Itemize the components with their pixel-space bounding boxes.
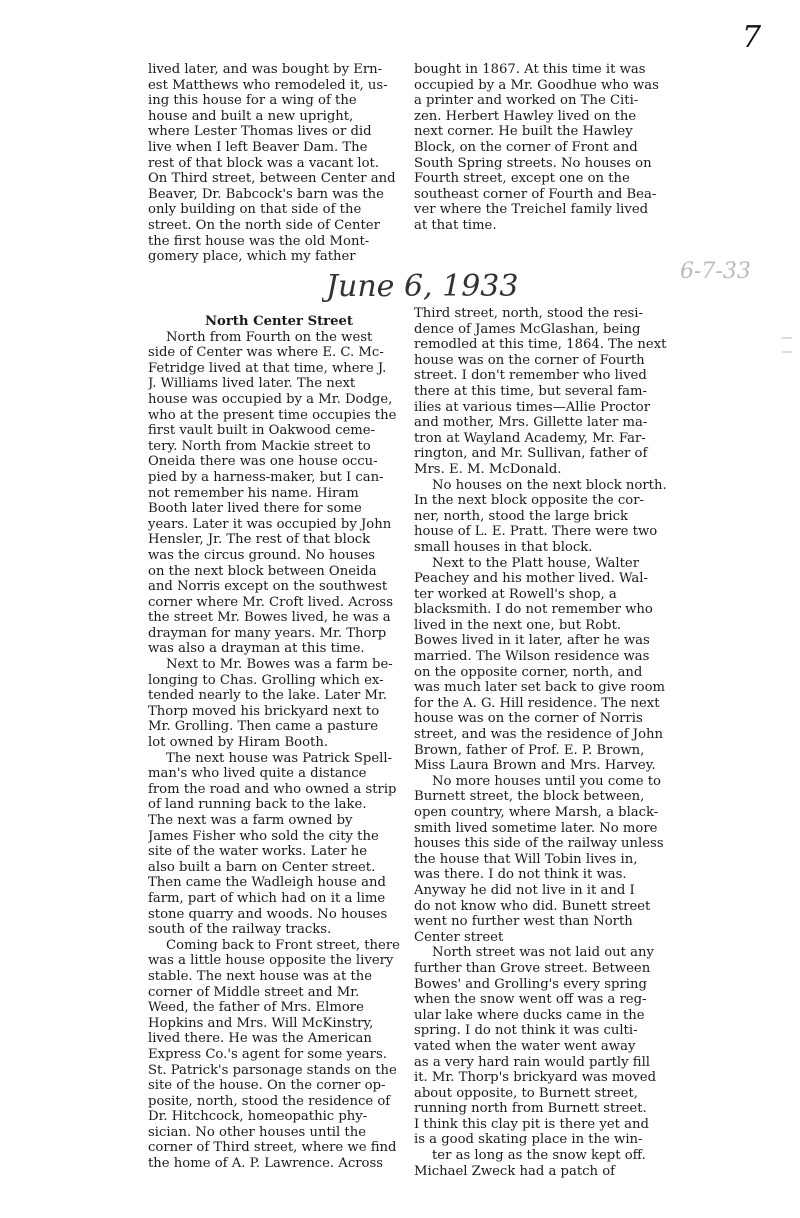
handwritten-date: [322, 262, 522, 308]
text-line: Mr. Grolling. Then came a pasture: [148, 719, 379, 735]
text-line: lived there. He was the American: [148, 1031, 372, 1047]
text-line: Beaver, Dr. Babcock's barn was the: [148, 186, 384, 202]
text-line: J. Williams lived later. The next: [148, 376, 356, 392]
text-line: who at the present time occupies the: [148, 407, 397, 423]
text-line: Brown, father of Prof. E. P. Brown,: [414, 742, 645, 758]
text-line: house was occupied by a Mr. Dodge,: [148, 391, 393, 407]
text-line: tery. North from Mackie street to: [148, 438, 371, 454]
text-line: Center street: [414, 929, 504, 945]
text-line: Miss Laura Brown and Mrs. Harvey.: [414, 758, 656, 774]
text-line: of land running back to the lake.: [148, 797, 367, 813]
text-line: the first house was the old Mont-: [148, 233, 370, 249]
text-line: North from Fourth on the west: [166, 329, 373, 345]
text-line: gomery place, which my father: [148, 249, 356, 265]
text-line: do not know who did. Bunett street: [414, 898, 651, 914]
text-line: first vault built in Oakwood ceme-: [148, 423, 376, 439]
text-line: site of the house. On the corner op-: [148, 1078, 386, 1094]
text-line: The next was a farm owned by: [148, 813, 353, 828]
text-line: Dr. Hitchcock, homeopathic phy-: [148, 1109, 368, 1125]
column-bottom-right: [414, 306, 676, 1179]
text-line: On Third street, between Center and: [148, 171, 396, 187]
text-line: when the snow went off was a reg-: [414, 992, 647, 1008]
text-line: a printer and worked on The Citi-: [414, 93, 639, 109]
text-line: bought in 1867. At this time it was: [414, 62, 646, 77]
text-line: South Spring streets. No houses on: [414, 155, 652, 171]
text-line: from the road and who owned a strip: [148, 781, 397, 797]
text-line: dence of James McGlashan, being: [414, 321, 641, 337]
text-line: I think this clay pit is there yet and: [414, 1116, 649, 1132]
text-line: open country, where Marsh, a black-: [414, 805, 659, 820]
text-line: Booth later lived there for some: [148, 501, 362, 517]
text-line: ter as long as the snow kept off.: [432, 1148, 646, 1164]
page-number: 7: [742, 20, 762, 55]
text-line: not remember his name. Hiram: [148, 485, 359, 501]
text-line: Then came the Wadleigh house and: [148, 875, 386, 891]
text-line: also built a barn on Center street.: [148, 859, 376, 875]
text-line: zen. Herbert Hawley lived on the: [414, 108, 637, 124]
text-line: lived in the next one, but Robt.: [414, 617, 622, 633]
text-line: street, and was the residence of John: [414, 727, 663, 743]
text-line: Burnett street, the block between,: [414, 789, 645, 805]
text-line: St. Patrick's parsonage stands on the: [148, 1062, 397, 1078]
text-line: was also a drayman at this time.: [148, 641, 365, 657]
text-line: house was on the corner of Norris: [414, 711, 643, 727]
text-line: married. The Wilson residence was: [414, 649, 650, 665]
text-line: for the A. G. Hill residence. The next: [414, 695, 660, 711]
text-line: vated when the water went away: [414, 1038, 636, 1054]
text-line: stable. The next house was at the: [148, 968, 373, 984]
text-line: the home of A. P. Lawrence. Across: [148, 1156, 383, 1172]
text-line: was there. I do not think it was.: [414, 867, 627, 883]
text-line: smith lived sometime later. No more: [414, 820, 658, 836]
text-line: house of L. E. Pratt. There were two: [414, 524, 658, 540]
text-line: posite, north, stood the residence of: [148, 1093, 391, 1109]
column-bottom-left: [148, 314, 410, 1172]
text-line: at that time.: [414, 217, 497, 233]
text-line: North street was not laid out any: [432, 945, 654, 961]
text-line: south of the railway tracks.: [148, 922, 332, 938]
text-line: small houses in that block.: [414, 539, 593, 555]
text-line: next corner. He built the Hawley: [414, 124, 633, 140]
text-line: Express Co.'s agent for some years.: [148, 1046, 387, 1062]
text-line: corner of Third street, where we find: [148, 1140, 397, 1156]
text-line: corner where Mr. Croft lived. Across: [148, 594, 393, 610]
text-line: Bowes' and Grolling's every spring: [414, 976, 647, 992]
text-line: on the next block between Oneida: [148, 563, 377, 579]
text-line: ner, north, stood the large brick: [414, 508, 628, 524]
text-line: The next house was Patrick Spell-: [166, 750, 393, 766]
text-line: only building on that side of the: [148, 202, 362, 218]
column-top-left: [148, 62, 404, 265]
text-line: blacksmith. I do not remember who: [414, 602, 653, 618]
text-line: Next to the Platt house, Walter: [432, 555, 640, 571]
text-line: houses this side of the railway unless: [414, 836, 664, 852]
text-line: Block, on the corner of Front and: [414, 139, 638, 155]
text-line: farm, part of which had on it a lime: [148, 890, 386, 906]
text-line: the house that Will Tobin lives in,: [414, 851, 638, 867]
text-line: street. On the north side of Center: [148, 217, 380, 233]
text-line: ter worked at Rowell's shop, a: [414, 586, 617, 602]
text-line: ing this house for a wing of the: [148, 93, 357, 109]
text-line: Peachey and his mother lived. Wal-: [414, 571, 648, 587]
text-line: Hensler, Jr. The rest of that block: [148, 532, 371, 548]
text-line: further than Grove street. Between: [414, 960, 651, 976]
text-line: ular lake where ducks came in the: [414, 1007, 645, 1023]
text-line: street. I don't remember who lived: [414, 368, 647, 384]
text-line: Anyway he did not live in it and I: [414, 882, 635, 898]
text-line: as a very hard rain would partly fill: [414, 1054, 651, 1070]
text-line: was a little house opposite the livery: [148, 953, 394, 969]
text-line: side of Center was where E. C. Mc-: [148, 345, 384, 361]
text-line: Third street, north, stood the resi-: [414, 306, 643, 321]
text-line: Weed, the father of Mrs. Elmore: [148, 1000, 364, 1016]
text-line: on the opposite corner, north, and: [414, 664, 643, 680]
text-line: man's who lived quite a distance: [148, 766, 367, 782]
text-line: stone quarry and woods. No houses: [148, 906, 388, 922]
margin-note: [676, 250, 786, 290]
margin-dash-mark: [780, 330, 794, 360]
text-line: was the circus ground. No houses: [148, 547, 376, 563]
svg-text:June 6, 1933: June 6, 1933: [326, 269, 519, 304]
text-line: Mrs. E. M. McDonald.: [414, 461, 562, 477]
text-line: tron at Wayland Academy, Mr. Far-: [414, 430, 646, 446]
text-line: Next to Mr. Bowes was a farm be-: [166, 657, 393, 673]
text-line: longing to Chas. Grolling which ex-: [148, 672, 384, 688]
text-line: house was on the corner of Fourth: [414, 352, 645, 368]
text-line: remodled at this time, 1864. The next: [414, 337, 667, 353]
text-line: Hopkins and Mrs. Will McKinstry,: [148, 1015, 374, 1031]
text-line: running north from Burnett street.: [414, 1101, 647, 1117]
text-line: sician. No other houses until the: [148, 1124, 366, 1140]
text-line: est Matthews who remodeled it, us-: [148, 77, 388, 93]
text-line: Oneida there was one house occu-: [148, 454, 378, 470]
text-line: Fourth street, except one on the: [414, 171, 630, 187]
text-line: and mother, Mrs. Gillette later ma-: [414, 415, 648, 431]
text-line: rington, and Mr. Sullivan, father of: [414, 446, 648, 462]
text-line: Fetridge lived at that time, where J.: [148, 360, 387, 376]
text-line: No houses on the next block north.: [432, 477, 667, 493]
text-line: was much later set back to give room: [414, 680, 666, 696]
section-heading: North Center Street: [205, 314, 353, 329]
text-line: pied by a harness-maker, but I can-: [148, 469, 384, 485]
text-line: site of the water works. Later he: [148, 844, 368, 860]
text-line: is a good skating place in the win-: [414, 1132, 643, 1148]
text-line: spring. I do not think it was culti-: [414, 1023, 638, 1039]
text-line: No more houses until you come to: [432, 773, 661, 789]
svg-text:6-7-33: 6-7-33: [680, 259, 751, 284]
text-line: Michael Zweck had a patch of: [414, 1163, 616, 1179]
text-line: occupied by a Mr. Goodhue who was: [414, 77, 659, 93]
text-line: drayman for many years. Mr. Thorp: [148, 625, 387, 641]
text-line: James Fisher who sold the city the: [148, 828, 379, 844]
text-line: In the next block opposite the cor-: [414, 493, 644, 509]
text-line: tended nearly to the lake. Later Mr.: [148, 688, 388, 704]
text-line: it. Mr. Thorp's brickyard was moved: [414, 1070, 657, 1086]
text-line: southeast corner of Fourth and Bea-: [414, 186, 657, 202]
text-line: ver where the Treichel family lived: [414, 202, 649, 218]
text-line: Bowes lived in it later, after he was: [414, 633, 650, 649]
text-line: went no further west than North: [414, 914, 633, 930]
text-line: rest of that block was a vacant lot.: [148, 155, 380, 171]
text-line: where Lester Thomas lives or did: [148, 124, 372, 140]
column-top-right: [414, 62, 672, 234]
text-line: corner of Middle street and Mr.: [148, 984, 360, 1000]
text-line: the street Mr. Bowes lived, he was a: [148, 610, 391, 626]
text-line: about opposite, to Burnett street,: [414, 1085, 638, 1101]
text-line: house and built a new upright,: [148, 108, 354, 124]
text-line: years. Later it was occupied by John: [148, 516, 392, 532]
text-line: and Norris except on the southwest: [148, 579, 388, 595]
text-line: there at this time, but several fam-: [414, 383, 647, 399]
text-line: ilies at various times—Allie Proctor: [414, 399, 650, 415]
text-line: live when I left Beaver Dam. The: [148, 139, 368, 155]
text-line: lived later, and was bought by Ern-: [148, 62, 383, 77]
text-line: lot owned by Hiram Booth.: [148, 735, 329, 751]
text-line: Thorp moved his brickyard next to: [148, 703, 380, 719]
text-line: Coming back to Front street, there: [166, 937, 400, 953]
